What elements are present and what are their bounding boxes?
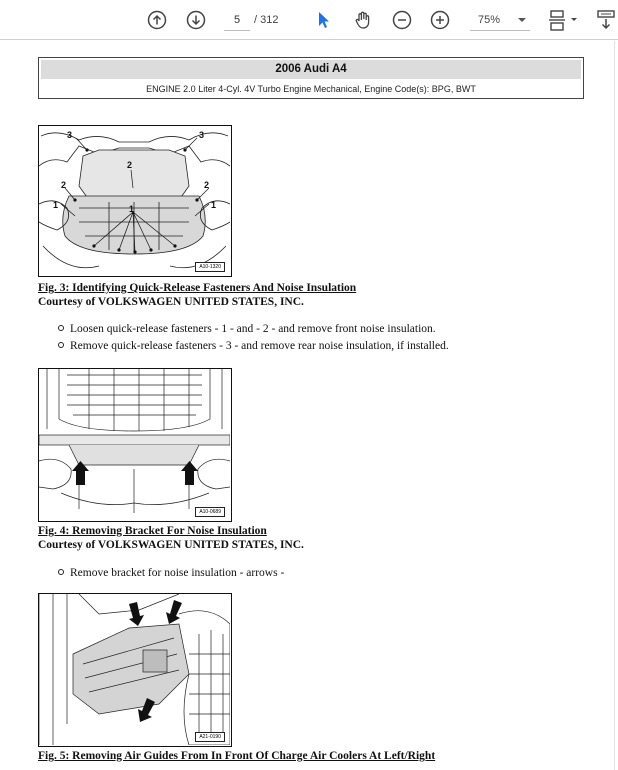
- air-guide-diagram: [39, 594, 230, 745]
- bullet-circle-icon: [58, 342, 64, 348]
- figure-3-step-1: [58, 323, 436, 335]
- noise-insulation-diagram: [39, 126, 230, 275]
- zoom-in-button[interactable]: [428, 8, 452, 32]
- figure-5-diagram: [38, 593, 232, 747]
- cursor-icon: [315, 10, 333, 30]
- callout-1-left: 1: [53, 200, 59, 210]
- zoom-in-icon: [430, 10, 450, 30]
- figure-5-tag: A21-0190: [195, 732, 225, 742]
- step-text: Remove bracket for noise insulation - arrows -: [70, 567, 285, 579]
- select-tool-button[interactable]: [312, 8, 336, 32]
- document-header: [38, 57, 584, 99]
- figure-4-diagram: [38, 368, 232, 522]
- figure-5-caption: Fig. 5: Removing Air Guides From In Front Of Charge Air Coolers At Left/Right: [38, 750, 436, 762]
- bullet-circle-icon: [58, 325, 64, 331]
- chevron-down-icon: [518, 18, 526, 22]
- page-total: / 312: [254, 14, 279, 26]
- hand-tool-button[interactable]: [351, 8, 375, 32]
- figure-3-diagram: [38, 125, 232, 277]
- callout-1-right: 1: [211, 200, 217, 210]
- previous-page-button[interactable]: [145, 8, 169, 32]
- callout-2-right: 2: [204, 180, 210, 190]
- callout-2-left: 2: [61, 180, 67, 190]
- figure-4-tag: A10-0689: [195, 507, 225, 517]
- callout-1-center: 1: [129, 204, 135, 214]
- figure-3-courtesy: Courtesy of VOLKSWAGEN UNITED STATES, INC.: [38, 296, 304, 308]
- page-number-input[interactable]: [224, 9, 250, 31]
- figure-4-courtesy: Courtesy of VOLKSWAGEN UNITED STATES, INC.: [38, 539, 304, 551]
- bracket-diagram: [39, 369, 230, 520]
- next-page-button[interactable]: [184, 8, 208, 32]
- figure-3-caption: Fig. 3: Identifying Quick-Release Fasteners And Noise Insulation: [38, 282, 357, 294]
- scrollbar[interactable]: [614, 41, 618, 770]
- zoom-out-icon: [392, 10, 412, 30]
- bullet-circle-icon: [58, 569, 64, 575]
- figure-3-tag: A10-1320: [195, 262, 225, 272]
- page-layout-icon: [547, 9, 581, 31]
- page-layout-button[interactable]: [546, 8, 582, 32]
- arrow-up-circle-icon: [147, 10, 167, 30]
- step-text: Remove quick-release fasteners - 3 - and remove rear noise insulation, if installed.: [70, 340, 449, 352]
- step-text: Loosen quick-release fasteners - 1 - and - 2 - and remove front noise insulation.: [70, 323, 436, 335]
- callout-3-left: 3: [67, 130, 73, 140]
- document-subtitle: ENGINE 2.0 Liter 4-Cyl. 4V Turbo Engine Mechanical, Engine Code(s): BPG, BWT: [146, 84, 476, 94]
- zoom-value: 75%: [478, 14, 501, 26]
- download-icon: [596, 9, 616, 31]
- pdf-page: [0, 41, 614, 770]
- callout-3-right: 3: [199, 130, 205, 140]
- figure-4-step-1: [58, 567, 284, 579]
- document-title: 2006 Audi A4: [41, 60, 581, 79]
- zoom-select[interactable]: [470, 9, 530, 31]
- hand-icon: [353, 10, 373, 30]
- pdf-toolbar: [0, 0, 618, 40]
- arrow-down-circle-icon: [186, 10, 206, 30]
- callout-2-center: 2: [127, 160, 133, 170]
- figure-3-step-2: [58, 340, 449, 352]
- figure-4-caption: Fig. 4: Removing Bracket For Noise Insulation: [38, 525, 267, 537]
- zoom-out-button[interactable]: [390, 8, 414, 32]
- download-button[interactable]: [594, 8, 618, 32]
